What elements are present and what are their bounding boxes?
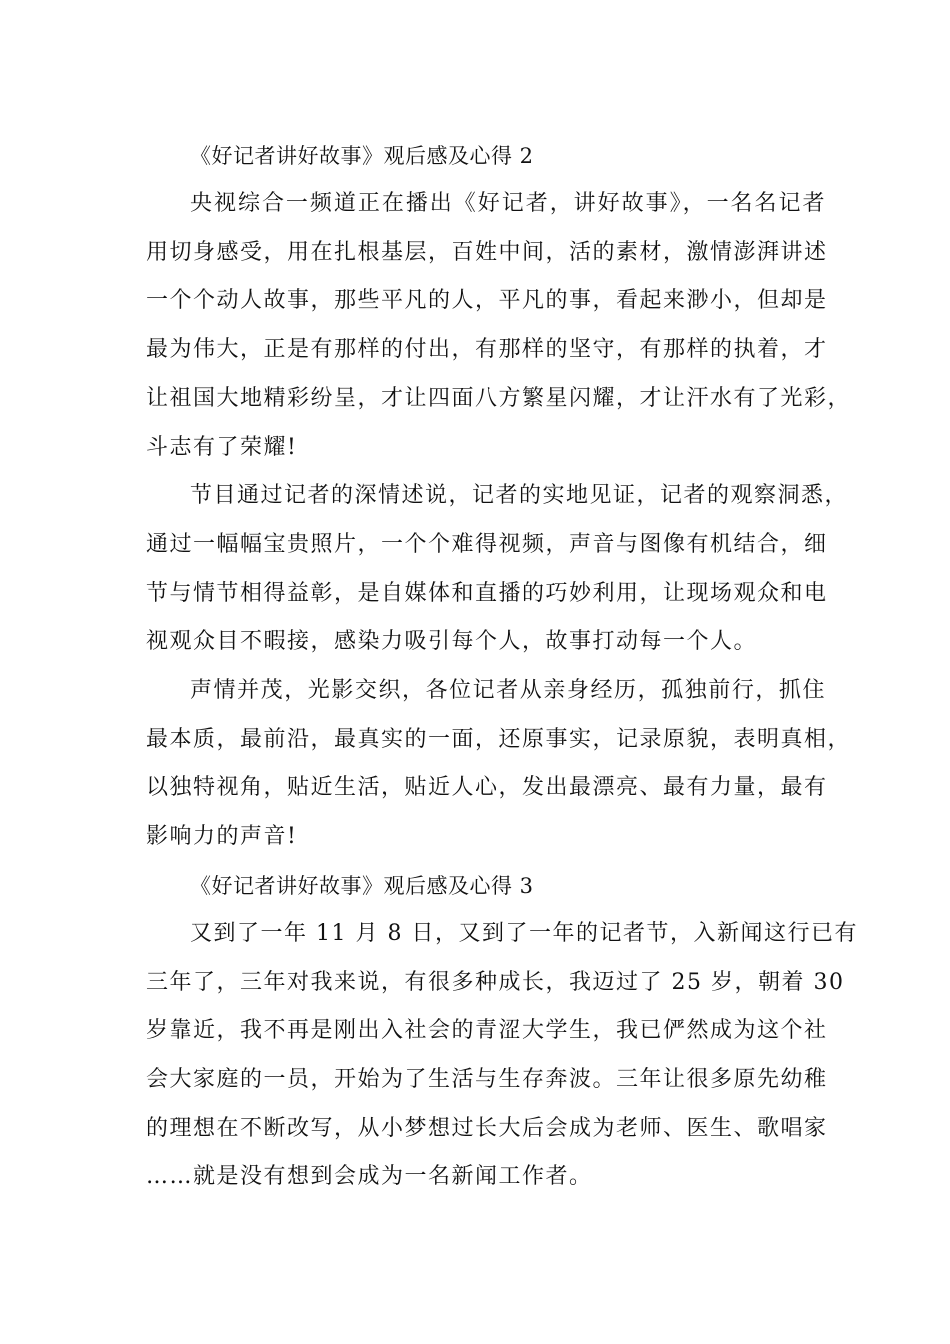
- paragraph-line: 最为伟大，正是有那样的付出，有那样的坚守，有那样的执着，才: [146, 337, 828, 363]
- paragraph-line: 三年了，三年对我来说，有很多种成长，我迈过了 25 岁，朝着 30: [146, 969, 845, 995]
- paragraph-line: 一个个动人故事，那些平凡的人，平凡的事，看起来渺小，但却是: [146, 288, 828, 314]
- paragraph: [146, 667, 852, 862]
- paragraph-line: 让祖国大地精彩纷呈，才让四面八方繁星闪耀，才让汗水有了光彩，: [146, 385, 852, 411]
- paragraph-line: 的理想在不断改写，从小梦想过长大后会成为老师、医生、歌唱家: [146, 1115, 828, 1141]
- document-body: [146, 132, 858, 1202]
- section-heading: 《好记者讲好故事》观后感及心得 3: [190, 873, 534, 898]
- paragraph-line: 节与情节相得益彰，是自媒体和直播的巧妙利用，让现场观众和电: [146, 580, 828, 606]
- section-heading: 《好记者讲好故事》观后感及心得 2: [190, 144, 534, 168]
- paragraph-line: 节目通过记者的深情述说，记者的实地见证，记者的观察洞悉，: [190, 483, 849, 509]
- paragraph-line: ……就是没有想到会成为一名新闻工作者。: [146, 1164, 593, 1190]
- paragraph: [146, 472, 849, 667]
- paragraph-line: 用切身感受，用在扎根基层，百姓中间，活的素材，激情澎湃讲述: [146, 239, 828, 265]
- paragraph-line: 岁靠近，我不再是刚出入社会的青涩大学生，我已俨然成为这个社: [146, 1018, 828, 1044]
- paragraph-line: 声情并茂，光影交织，各位记者从亲身经历，孤独前行，抓住: [190, 678, 826, 704]
- paragraph: [146, 910, 858, 1202]
- paragraph-line: 斗志有了荣耀!: [146, 434, 298, 460]
- paragraph-line: 会大家庭的一员，开始为了生活与生存奔波。三年让很多原先幼稚: [146, 1066, 828, 1092]
- paragraph-line: 视观众目不暇接，感染力吸引每个人，故事打动每一个人。: [146, 629, 758, 655]
- paragraph-line: 又到了一年 11 月 8 日，又到了一年的记者节，入新闻这行已有: [190, 920, 858, 946]
- paragraph-line: 最本质，最前沿，最真实的一面，还原事实，记录原貌，表明真相，: [146, 726, 852, 752]
- paragraph-line: 通过一幅幅宝贵照片，一个个难得视频，声音与图像有机结合，细: [146, 531, 828, 557]
- paragraph-line: 以独特视角，贴近生活，贴近人心，发出最漂亮、最有力量，最有: [146, 775, 828, 801]
- paragraph: [146, 180, 852, 472]
- paragraph-line: 央视综合一频道正在播出《好记者，讲好故事》，一名名记者: [190, 191, 826, 216]
- paragraph-line: 影响力的声音!: [146, 824, 298, 850]
